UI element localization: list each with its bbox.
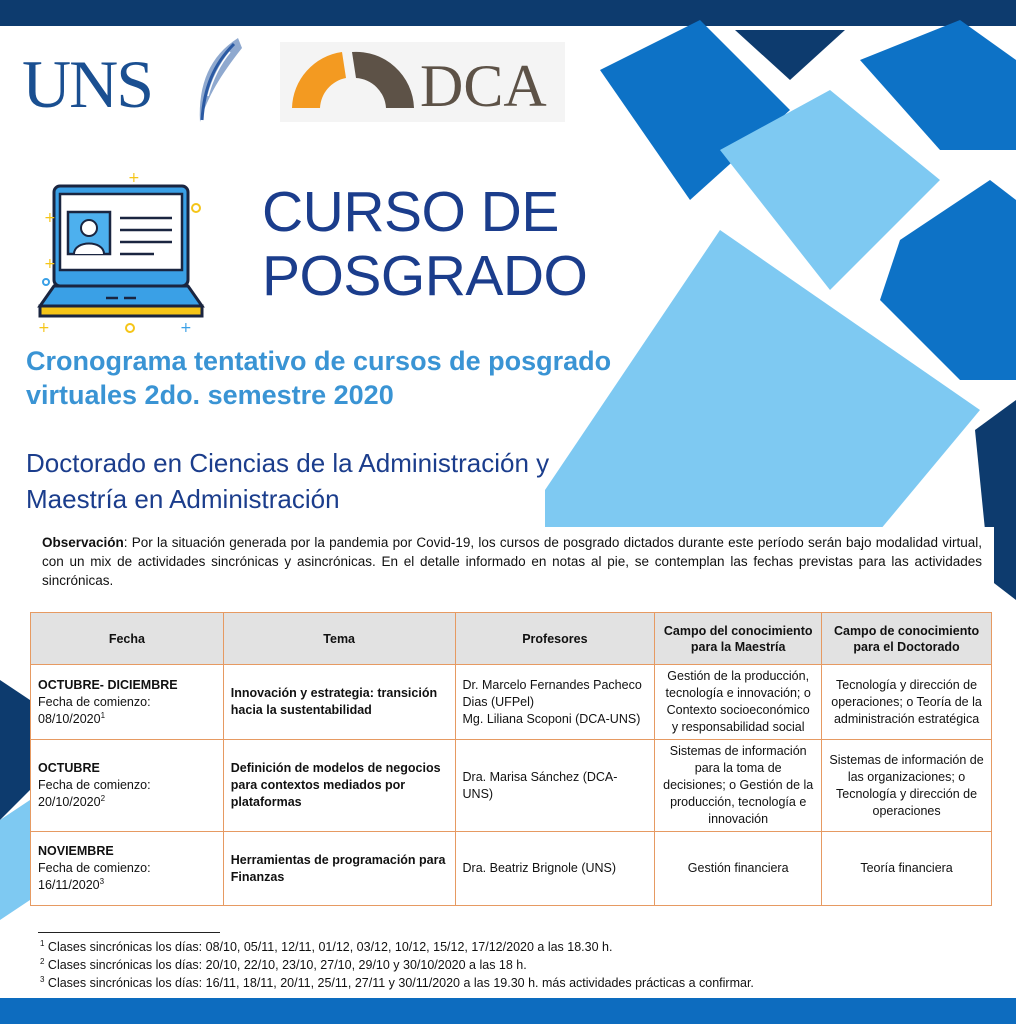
svg-text:+: + [128, 170, 140, 186]
observation-label: Observación [42, 535, 124, 550]
topic-cell: Definición de modelos de negocios para contextos mediados por plataformas [223, 740, 455, 832]
program-heading [26, 445, 586, 517]
table-header-row [31, 613, 992, 665]
subtitle [26, 344, 626, 412]
title-line-1: CURSO DE [262, 180, 559, 244]
page-title [262, 180, 587, 308]
dca-arc-icon [290, 48, 416, 110]
professor: Mg. Liliana Scoponi (DCA-UNS) [462, 711, 641, 726]
header-tema: Tema [223, 613, 455, 665]
svg-text:+: + [38, 320, 50, 336]
professor: Dr. Marcelo Fernandes Pacheco Dias (UFPel) [462, 677, 642, 709]
maestria-cell: Gestión financiera [655, 832, 822, 906]
table-row [31, 665, 992, 740]
laptop-icon [30, 170, 210, 340]
footnote [40, 938, 754, 956]
date-cell [31, 832, 224, 906]
svg-text:+: + [44, 210, 56, 226]
month: NOVIEMBRE [38, 844, 114, 858]
footnote-text: Clases sincrónicas los días: 08/10, 05/11, 12/11, 01/12, 03/12, 10/12, 15/12, 17/12/2020 a las 18.30 h. [44, 940, 613, 954]
footnote-number: 3 [40, 974, 45, 984]
footnote-text: Clases sincrónicas los días: 20/10, 22/10, 23/10, 27/10, 29/10 y 30/10/2020 a las 18 h. [44, 958, 527, 972]
doctorado-cell: Sistemas de información de las organizaciones; o Tecnología y dirección de operaciones [822, 740, 992, 832]
program-line-1: Doctorado en Ciencias de la Administración y [26, 448, 550, 478]
uns-logo: UNS [22, 46, 153, 122]
bottom-bar [0, 998, 1016, 1024]
footnote-divider [38, 932, 220, 933]
start-date: Fecha de comienzo: 16/11/2020 [38, 861, 151, 892]
start-date: Fecha de comienzo: 20/10/2020 [38, 778, 151, 809]
doctorado-cell: Teoría financiera [822, 832, 992, 906]
date-cell [31, 665, 224, 740]
professor: Dra. Beatriz Brignole (UNS) [462, 861, 617, 875]
footnotes-list [40, 938, 754, 992]
table-row [31, 832, 992, 906]
observation-text: : Por la situación generada por la pandemia por Covid-19, los cursos de posgrado dictados durante este período serán bajo modalidad virtual, con un mix de actividades sincrónicas y asincrónicas. En el detalle informado en notas al pie, se contemplan las fechas previstas para las actividades sincrónicas. [42, 535, 982, 588]
topic-cell: Innovación y estrategia: transición hacia la sustentabilidad [223, 665, 455, 740]
month: OCTUBRE- DICIEMBRE [38, 677, 178, 692]
subtitle-line-2: virtuales 2do. semestre 2020 [26, 380, 394, 410]
footnote [40, 956, 754, 974]
table-row [31, 740, 992, 832]
professors-cell [455, 832, 655, 906]
footnote-number: 1 [40, 938, 45, 948]
header-profesores: Profesores [455, 613, 655, 665]
observation-paragraph [30, 527, 994, 596]
header-campo-doctorado: Campo de conocimiento para el Doctorado [822, 613, 992, 665]
svg-text:+: + [44, 256, 56, 272]
maestria-cell: Gestión de la producción, tecnología e innovación; o Contexto socioeconómico y responsabilidad social [655, 665, 822, 740]
svg-text:+: + [180, 320, 192, 336]
header-campo-maestria: Campo del conocimiento para la Maestría [655, 613, 822, 665]
professor: Dra. Marisa Sánchez (DCA-UNS) [462, 769, 618, 801]
footnote-number: 2 [40, 956, 45, 966]
dca-logo-text: DCA [420, 53, 547, 119]
footnote-ref: 1 [100, 710, 106, 720]
maestria-cell: Sistemas de información para la toma de decisiones; o Gestión de la producción, tecnología e innovación [655, 740, 822, 832]
footnote-ref: 3 [99, 876, 105, 886]
course-schedule-table [30, 612, 992, 906]
footnote-text: Clases sincrónicas los días: 16/11, 18/11, 20/11, 25/11, 27/11 y 30/11/2020 a las 19.30 h. más actividades prácticas a confirmar. [44, 976, 754, 990]
footnote-ref: 2 [100, 793, 106, 803]
month: OCTUBRE [38, 761, 100, 775]
professors-cell [455, 665, 655, 740]
title-line-2: POSGRADO [262, 244, 588, 308]
logo-bar [10, 30, 570, 125]
footnote [40, 974, 754, 992]
subtitle-line-1: Cronograma tentativo de cursos de posgrado [26, 346, 612, 376]
footnotes-area [30, 920, 992, 996]
program-line-2: Maestría en Administración [26, 484, 340, 514]
professors-cell [455, 740, 655, 832]
header-fecha: Fecha [31, 613, 224, 665]
doctorado-cell: Tecnología y dirección de operaciones; o Teoría de la administración estratégica [822, 665, 992, 740]
quill-icon [190, 36, 246, 126]
topic-cell: Herramientas de programación para Finanzas [223, 832, 455, 906]
date-cell [31, 740, 224, 832]
start-date: Fecha de comienzo: 08/10/2020 [38, 694, 151, 726]
